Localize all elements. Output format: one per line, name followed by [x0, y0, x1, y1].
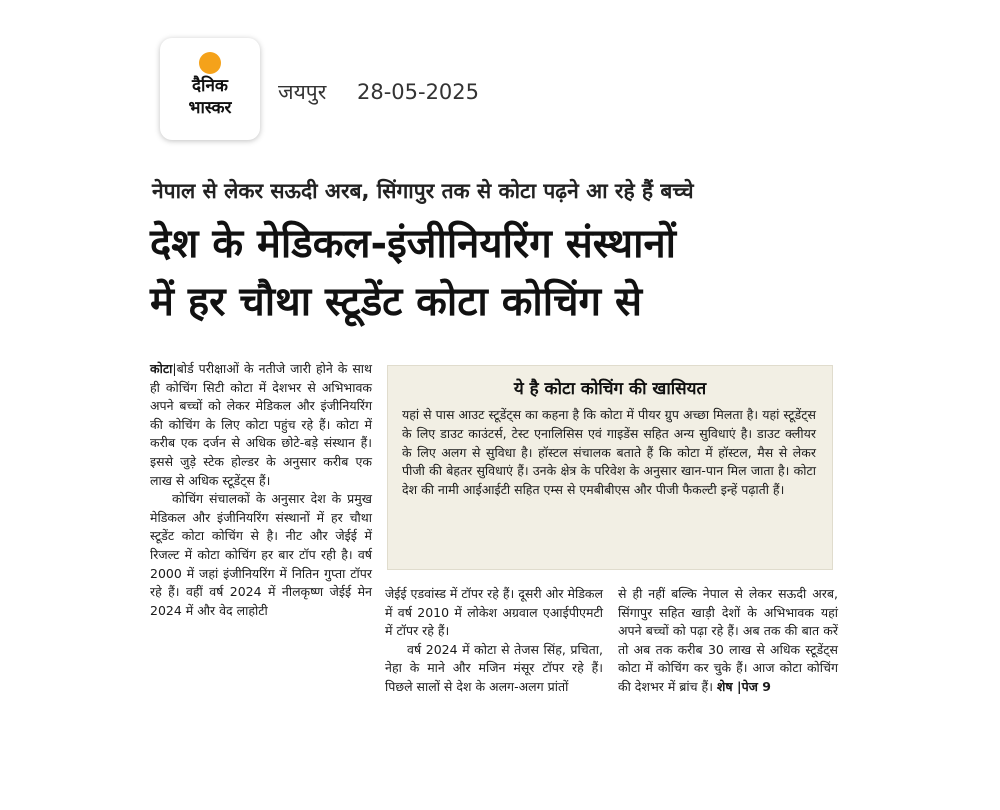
article-kicker: नेपाल से लेकर सऊदी अरब, सिंगापुर तक से कोटा पढ़ने आ रहे हैं बच्चे: [152, 179, 694, 203]
column-1-paragraph-1-text: |बोर्ड परीक्षाओं के नतीजे जारी होने के साथ ही कोचिंग सिटी कोटा में देशभर से अभिभावक अपने बच्चों को लेकर मेडिकल और इंजीनियरिंग की कोचिंग के लिए कोटा पहुंच रहे हैं। कोटा में करीब एक दर्जन से अधिक छोटे-बड़े संस्थान हैं। इससे जुड़े स्टेक होल्डर के अनुसार करीब एक लाख से अधिक स्टूडेंट्स हैं।: [150, 361, 372, 488]
headline-line-1: देश के मेडिकल-इंजीनियरिंग संस्थानों: [150, 221, 677, 267]
column-2-paragraph-1: जेईई एडवांस्ड में टॉपर रहे हैं। दूसरी ओर मेडिकल में वर्ष 2010 में लोकेश अग्रवाल एआईपीएमटी में टॉपर रहे हैं।: [385, 586, 603, 639]
edition-date: 28-05-2025: [356, 80, 480, 104]
article-headline: [150, 215, 850, 331]
column-2-paragraph-2: वर्ष 2024 में कोटा से तेजस सिंह, प्रचिता, नेहा के माने और मजिन मंसूर टॉपर रहे हैं। पिछले सालों से देश के अलग-अलग प्रांतों: [385, 641, 603, 694]
column-3-paragraph-1: [618, 585, 838, 697]
edition-city: जयपुर: [278, 80, 327, 104]
column-1-paragraph-1: [150, 360, 372, 490]
continued-page-ref: शेष |पेज 9: [716, 678, 771, 694]
logo-text-line1: दैनिक: [192, 76, 228, 96]
sun-icon: [199, 52, 221, 74]
dateline: कोटा: [150, 361, 173, 376]
article-column-3: [618, 585, 838, 697]
column-1-paragraph-2: कोचिंग संचालकों के अनुसार देश के प्रमुख मेडिकल और इंजीनियरिंग संस्थानों में हर चौथा स्टूडेंट कोटा कोचिंग से है। नीट और जेईई में रिजल्ट में कोटा कोचिंग हर बार टॉप रही है। वर्ष 2000 में जहां इंजीनियरिंग में नितिन गुप्ता टॉपर रहे हैं। वहीं वर्ष 2024 में नीलकृष्ण जेईई मेन 2024 में और वेद लाहोटी: [150, 491, 372, 618]
article-column-1: [150, 360, 372, 620]
highlights-box: [387, 365, 833, 570]
newspaper-logo: [160, 38, 260, 140]
highlights-box-body: यहां से पास आउट स्टूडेंट्स का कहना है कि कोटा में पीयर ग्रुप अच्छा मिलता है। यहां स्टूडेंट्स के लिए डाउट काउंटर्स, टेस्ट एनालिसिस एवं गाइडेंस सहित अन्य सुविधाएं है। डाउट क्लीयर के लिए अलग से सुविधा है। हॉस्टल संचालक बताते हैं कि कोटा में हॉस्टल, मैस से लेकर पीजी की बेहतर सुविधाएं हैं। उनके क्षेत्र के परिवेश के अनुसार खान-पान मिल जाता है। कोटा देश की नामी आईआईटी सहित एम्स से एमबीबीएस और पीजी फैकल्टी इन्हें पढ़ाती हैं।: [402, 407, 816, 498]
edition-meta: [278, 78, 493, 106]
logo-text-line2: भास्कर: [188, 98, 232, 118]
headline-line-2: में हर चौथा स्टूडेंट कोटा कोचिंग से: [150, 279, 643, 325]
highlights-box-title: ये है कोटा कोचिंग की खासियत: [513, 379, 707, 399]
column-3-text: से ही नहीं बल्कि नेपाल से लेकर सऊदी अरब, सिंगापुर सहित खाड़ी देशों के अभिभावक यहां अपने बच्चों को पढ़ा रहे हैं। अब तक की बात करें तो अब तक करीब 30 लाख से अधिक स्टूडेंट्स कोटा में कोचिंग कर चुके हैं। आज कोटा कोचिंग की देशभर में ब्रांच हैं।: [618, 586, 838, 694]
article-column-2: [385, 585, 603, 697]
